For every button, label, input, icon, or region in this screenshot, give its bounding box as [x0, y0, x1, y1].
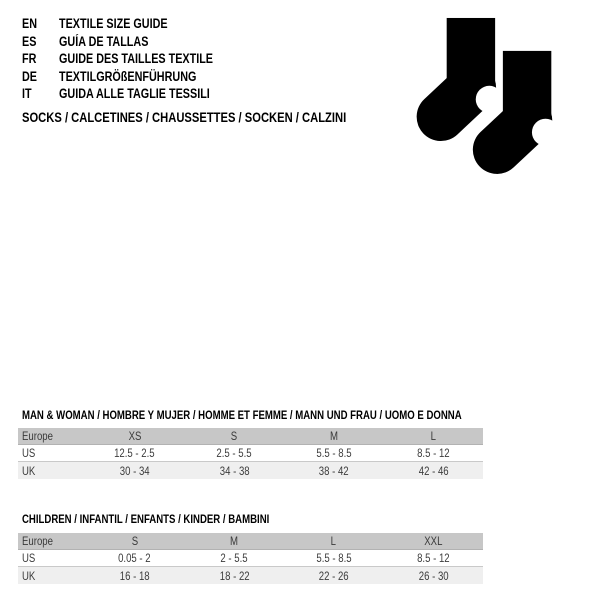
size-value: 42 - 46	[418, 463, 449, 478]
table-header-row	[18, 533, 483, 550]
table-row-uk	[18, 462, 483, 479]
language-row-en	[22, 15, 252, 33]
size-value: 8.5 - 12	[416, 551, 450, 565]
row-label: US	[22, 551, 36, 565]
column-header-size: XXL	[424, 534, 443, 548]
size-value: 5.5 - 8.5	[316, 446, 352, 460]
row-label: UK	[22, 463, 36, 478]
table-header-row	[18, 428, 483, 445]
size-value: 5.5 - 8.5	[316, 551, 352, 565]
size-table-children	[18, 533, 483, 584]
language-label: GUIDE DES TAILLES TEXTILE	[59, 51, 214, 67]
table-row-uk	[18, 567, 483, 584]
size-value: 12.5 - 2.5	[114, 446, 156, 460]
column-header-size: S	[231, 429, 238, 443]
column-header-size: XS	[128, 429, 142, 443]
column-header-size: M	[230, 534, 239, 548]
language-code: EN	[22, 16, 38, 32]
language-row-fr	[22, 50, 252, 68]
column-header-region: Europe	[22, 534, 53, 548]
size-value: 22 - 26	[318, 568, 349, 583]
size-value: 30 - 34	[119, 463, 150, 478]
size-value: 38 - 42	[318, 463, 349, 478]
size-value: 0.05 - 2	[118, 551, 152, 565]
size-value: 2 - 5.5	[220, 551, 248, 565]
row-label: US	[22, 446, 36, 460]
size-table-adults	[18, 428, 483, 479]
language-row-it	[22, 85, 252, 103]
column-header-size: L	[331, 534, 337, 548]
table-row-us	[18, 550, 483, 567]
language-label: GUÍA DE TALLAS	[59, 33, 149, 49]
language-code: IT	[22, 86, 32, 102]
language-label: TEXTILE SIZE GUIDE	[59, 16, 168, 32]
sock-back-icon	[441, 18, 503, 117]
language-row-es	[22, 33, 252, 51]
row-label: UK	[22, 568, 36, 583]
sock-front-icon	[497, 45, 559, 150]
size-value: 26 - 30	[418, 568, 449, 583]
language-row-de	[22, 68, 252, 86]
adults-table-title: MAN & WOMAN / HOMBRE Y MUJER / HOMME ET FEMME / MANN UND FRAU / UOMO E DONNA	[22, 408, 462, 422]
language-code: DE	[22, 68, 38, 84]
column-header-size: M	[329, 429, 338, 443]
language-code: FR	[22, 51, 37, 67]
language-code: ES	[22, 33, 37, 49]
language-label: GUIDA ALLE TAGLIE TESSILI	[59, 86, 210, 102]
column-header-size: S	[131, 534, 138, 548]
socks-icon	[406, 12, 561, 177]
children-table-title: CHILDREN / INFANTIL / ENFANTS / KINDER / BAMBINI	[22, 512, 270, 526]
product-category-line: SOCKS / CALCETINES / CHAUSSETTES / SOCKEN / CALZINI	[22, 109, 347, 125]
table-row-us	[18, 445, 483, 462]
size-value: 34 - 38	[219, 463, 250, 478]
column-header-size: L	[430, 429, 436, 443]
language-list	[22, 15, 252, 103]
size-value: 16 - 18	[119, 568, 150, 583]
size-value: 2.5 - 5.5	[216, 446, 252, 460]
language-label: TEXTILGRÖßENFÜHRUNG	[59, 68, 197, 84]
size-value: 18 - 22	[219, 568, 250, 583]
column-header-region: Europe	[22, 429, 53, 443]
size-value: 8.5 - 12	[416, 446, 450, 460]
